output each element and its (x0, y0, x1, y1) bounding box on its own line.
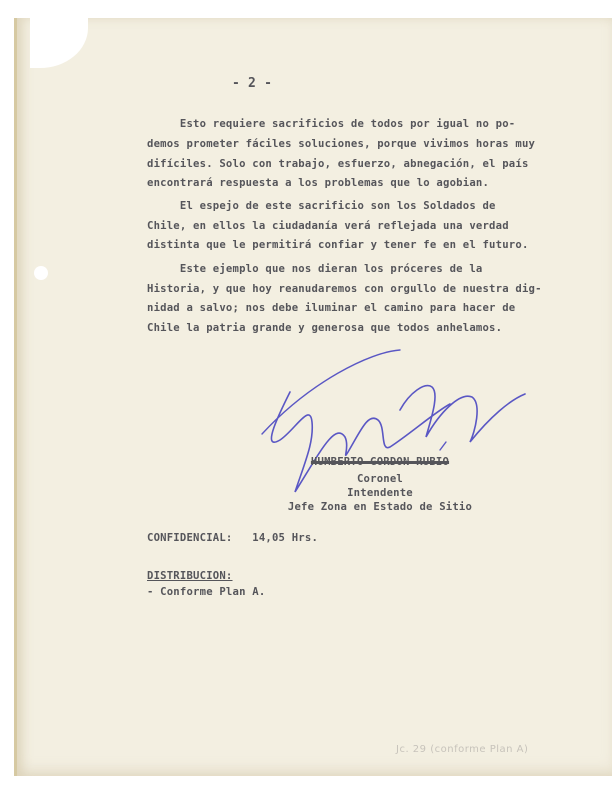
reference-line: CONFIDENCIAL: 14,05 Hrs. (147, 532, 319, 544)
paragraph-line: Esto requiere sacrificios de todos por igual no po- (147, 118, 516, 130)
signatory-name: HUMBERTO GORDON RUBIO (310, 456, 450, 468)
distribution-heading: DISTRIBUCION: (147, 570, 233, 582)
signatory-rank: Coronel (356, 473, 404, 485)
page-number: - 2 - (232, 76, 273, 91)
distribution-item: - Conforme Plan A. (147, 586, 266, 598)
paragraph-line: Chile la patria grande y generosa que todos anhelamos. (147, 322, 503, 334)
paragraph-line: El espejo de este sacrificio son los Soldados de (147, 200, 496, 212)
archive-note: Jc. 29 (conforme Plan A) (396, 744, 529, 755)
punch-hole (34, 266, 48, 280)
paragraph-line: Chile, en ellos la ciudadanía verá reflejada una verdad (147, 220, 509, 232)
paragraph-line: nidad a salvo; nos debe iluminar el camino para hacer de (147, 302, 516, 314)
paragraph-line: Historia, y que hoy reanudaremos con orgullo de nuestra dig- (147, 283, 542, 295)
paragraph-line: Este ejemplo que nos dieran los próceres de la (147, 263, 483, 275)
signatory-title: Intendente (347, 487, 413, 499)
paragraph-line: distinta que le permitirá confiar y tener fe en el futuro. (147, 239, 529, 251)
paragraph-line: demos prometer fáciles soluciones, porque vivimos horas muy (147, 138, 536, 150)
paragraph-line: difíciles. Solo con trabajo, esfuerzo, abnegación, el país (147, 158, 529, 170)
paragraph-line: encontrará respuesta a los problemas que lo agobian. (147, 177, 490, 189)
signatory-role: Jefe Zona en Estado de Sitio (287, 501, 473, 513)
